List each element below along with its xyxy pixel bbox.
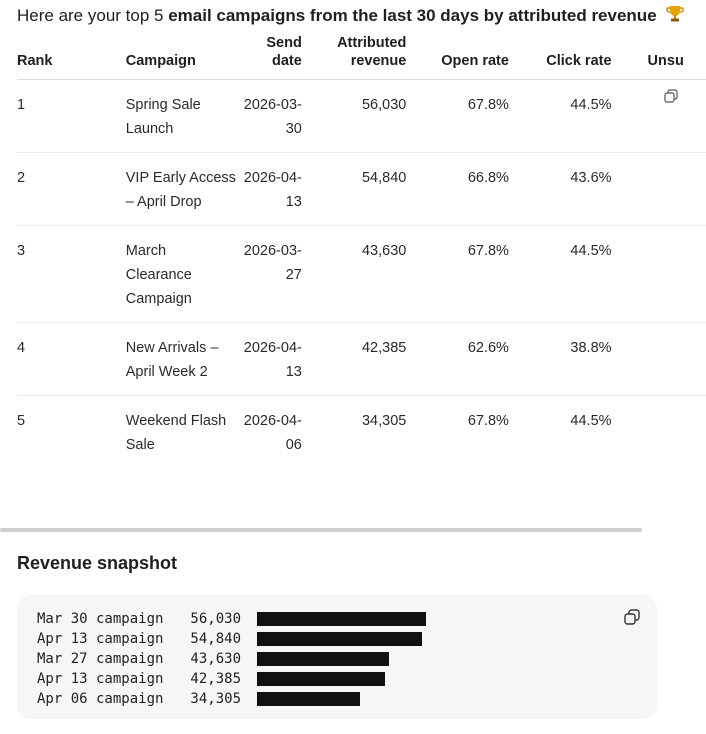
cell-open-rate: 66.8% — [406, 153, 509, 226]
table-row — [17, 80, 706, 153]
snapshot-bar — [257, 612, 426, 626]
cell-send-date: 2026-03-27 — [236, 226, 302, 323]
cell-campaign: New Arrivals – April Week 2 — [126, 323, 236, 396]
cell-revenue: 43,630 — [302, 226, 406, 323]
header-revenue — [302, 34, 406, 80]
cell-click-rate: 44.5% — [509, 80, 612, 153]
cell-click-rate: 44.5% — [509, 226, 612, 323]
intro-message — [17, 4, 685, 30]
cell-unsubscribe — [612, 153, 706, 226]
code-lines — [37, 609, 426, 709]
header-revenue-line2: revenue — [350, 53, 407, 69]
table-header-row — [17, 34, 706, 80]
cell-open-rate: 67.8% — [406, 226, 509, 323]
snapshot-line — [37, 669, 426, 689]
snapshot-label: Apr 13 campaign — [37, 631, 164, 647]
cell-unsubscribe — [612, 80, 706, 153]
table-row — [17, 323, 706, 396]
intro-prefix: Here are your top 5 — [17, 6, 169, 25]
cell-campaign: March Clearance Campaign — [126, 226, 236, 323]
header-unsubscribe: Unsu — [612, 34, 706, 80]
snapshot-label: Mar 27 campaign — [37, 651, 164, 667]
snapshot-bar — [257, 672, 385, 686]
cell-rank: 3 — [17, 226, 126, 323]
intro-bold: email campaigns from the last 30 days by attributed revenue — [168, 6, 657, 25]
snapshot-label: Apr 13 campaign — [37, 671, 164, 687]
cell-campaign: Spring Sale Launch — [126, 80, 236, 153]
header-click-rate: Click rate — [509, 34, 612, 80]
cell-click-rate: 38.8% — [509, 323, 612, 396]
table-row — [17, 396, 706, 469]
snapshot-value: 42,385 — [190, 671, 241, 687]
table-row — [17, 226, 706, 323]
cell-revenue: 56,030 — [302, 80, 406, 153]
cell-send-date: 2026-04-06 — [236, 396, 302, 469]
campaign-table-container — [0, 34, 706, 534]
header-campaign: Campaign — [126, 34, 236, 80]
cell-revenue: 42,385 — [302, 323, 406, 396]
cell-open-rate: 67.8% — [406, 80, 509, 153]
cell-rank: 4 — [17, 323, 126, 396]
snapshot-bar — [257, 652, 389, 666]
cell-click-rate: 44.5% — [509, 396, 612, 469]
cell-campaign: VIP Early Access – April Drop — [126, 153, 236, 226]
cell-rank: 5 — [17, 396, 126, 469]
trophy-icon — [665, 4, 685, 30]
header-open-rate: Open rate — [406, 34, 509, 80]
cell-revenue: 34,305 — [302, 396, 406, 469]
cell-unsubscribe — [612, 323, 706, 396]
campaign-table — [17, 34, 706, 468]
cell-campaign: Weekend Flash Sale — [126, 396, 236, 469]
snapshot-value: 43,630 — [190, 651, 241, 667]
cell-open-rate: 67.8% — [406, 396, 509, 469]
cell-send-date: 2026-04-13 — [236, 323, 302, 396]
cell-send-date: 2026-04-13 — [236, 153, 302, 226]
cell-unsubscribe — [612, 396, 706, 469]
cell-unsubscribe — [612, 226, 706, 323]
cell-revenue: 54,840 — [302, 153, 406, 226]
cell-send-date: 2026-03-30 — [236, 80, 302, 153]
snapshot-line — [37, 629, 426, 649]
code-block — [17, 595, 657, 719]
snapshot-value: 56,030 — [190, 611, 241, 627]
cell-click-rate: 43.6% — [509, 153, 612, 226]
snapshot-title: Revenue snapshot — [17, 553, 178, 573]
header-send-date: Send date — [236, 34, 302, 80]
copy-icon[interactable] — [623, 608, 641, 626]
snapshot-value: 54,840 — [190, 631, 241, 647]
snapshot-line — [37, 649, 426, 669]
header-revenue-line1: Attributed — [337, 35, 407, 51]
snapshot-bar — [257, 692, 360, 706]
table-row — [17, 153, 706, 226]
cell-open-rate: 62.6% — [406, 323, 509, 396]
snapshot-bar — [257, 632, 422, 646]
copy-icon[interactable] — [664, 89, 678, 103]
snapshot-line — [37, 609, 426, 629]
snapshot-label: Apr 06 campaign — [37, 691, 164, 707]
snapshot-label: Mar 30 campaign — [37, 611, 164, 627]
horizontal-scrollbar[interactable] — [0, 528, 642, 532]
cell-rank: 1 — [17, 80, 126, 153]
header-rank: Rank — [17, 34, 126, 80]
snapshot-line — [37, 689, 426, 709]
snapshot-value: 34,305 — [190, 691, 241, 707]
cell-rank: 2 — [17, 153, 126, 226]
